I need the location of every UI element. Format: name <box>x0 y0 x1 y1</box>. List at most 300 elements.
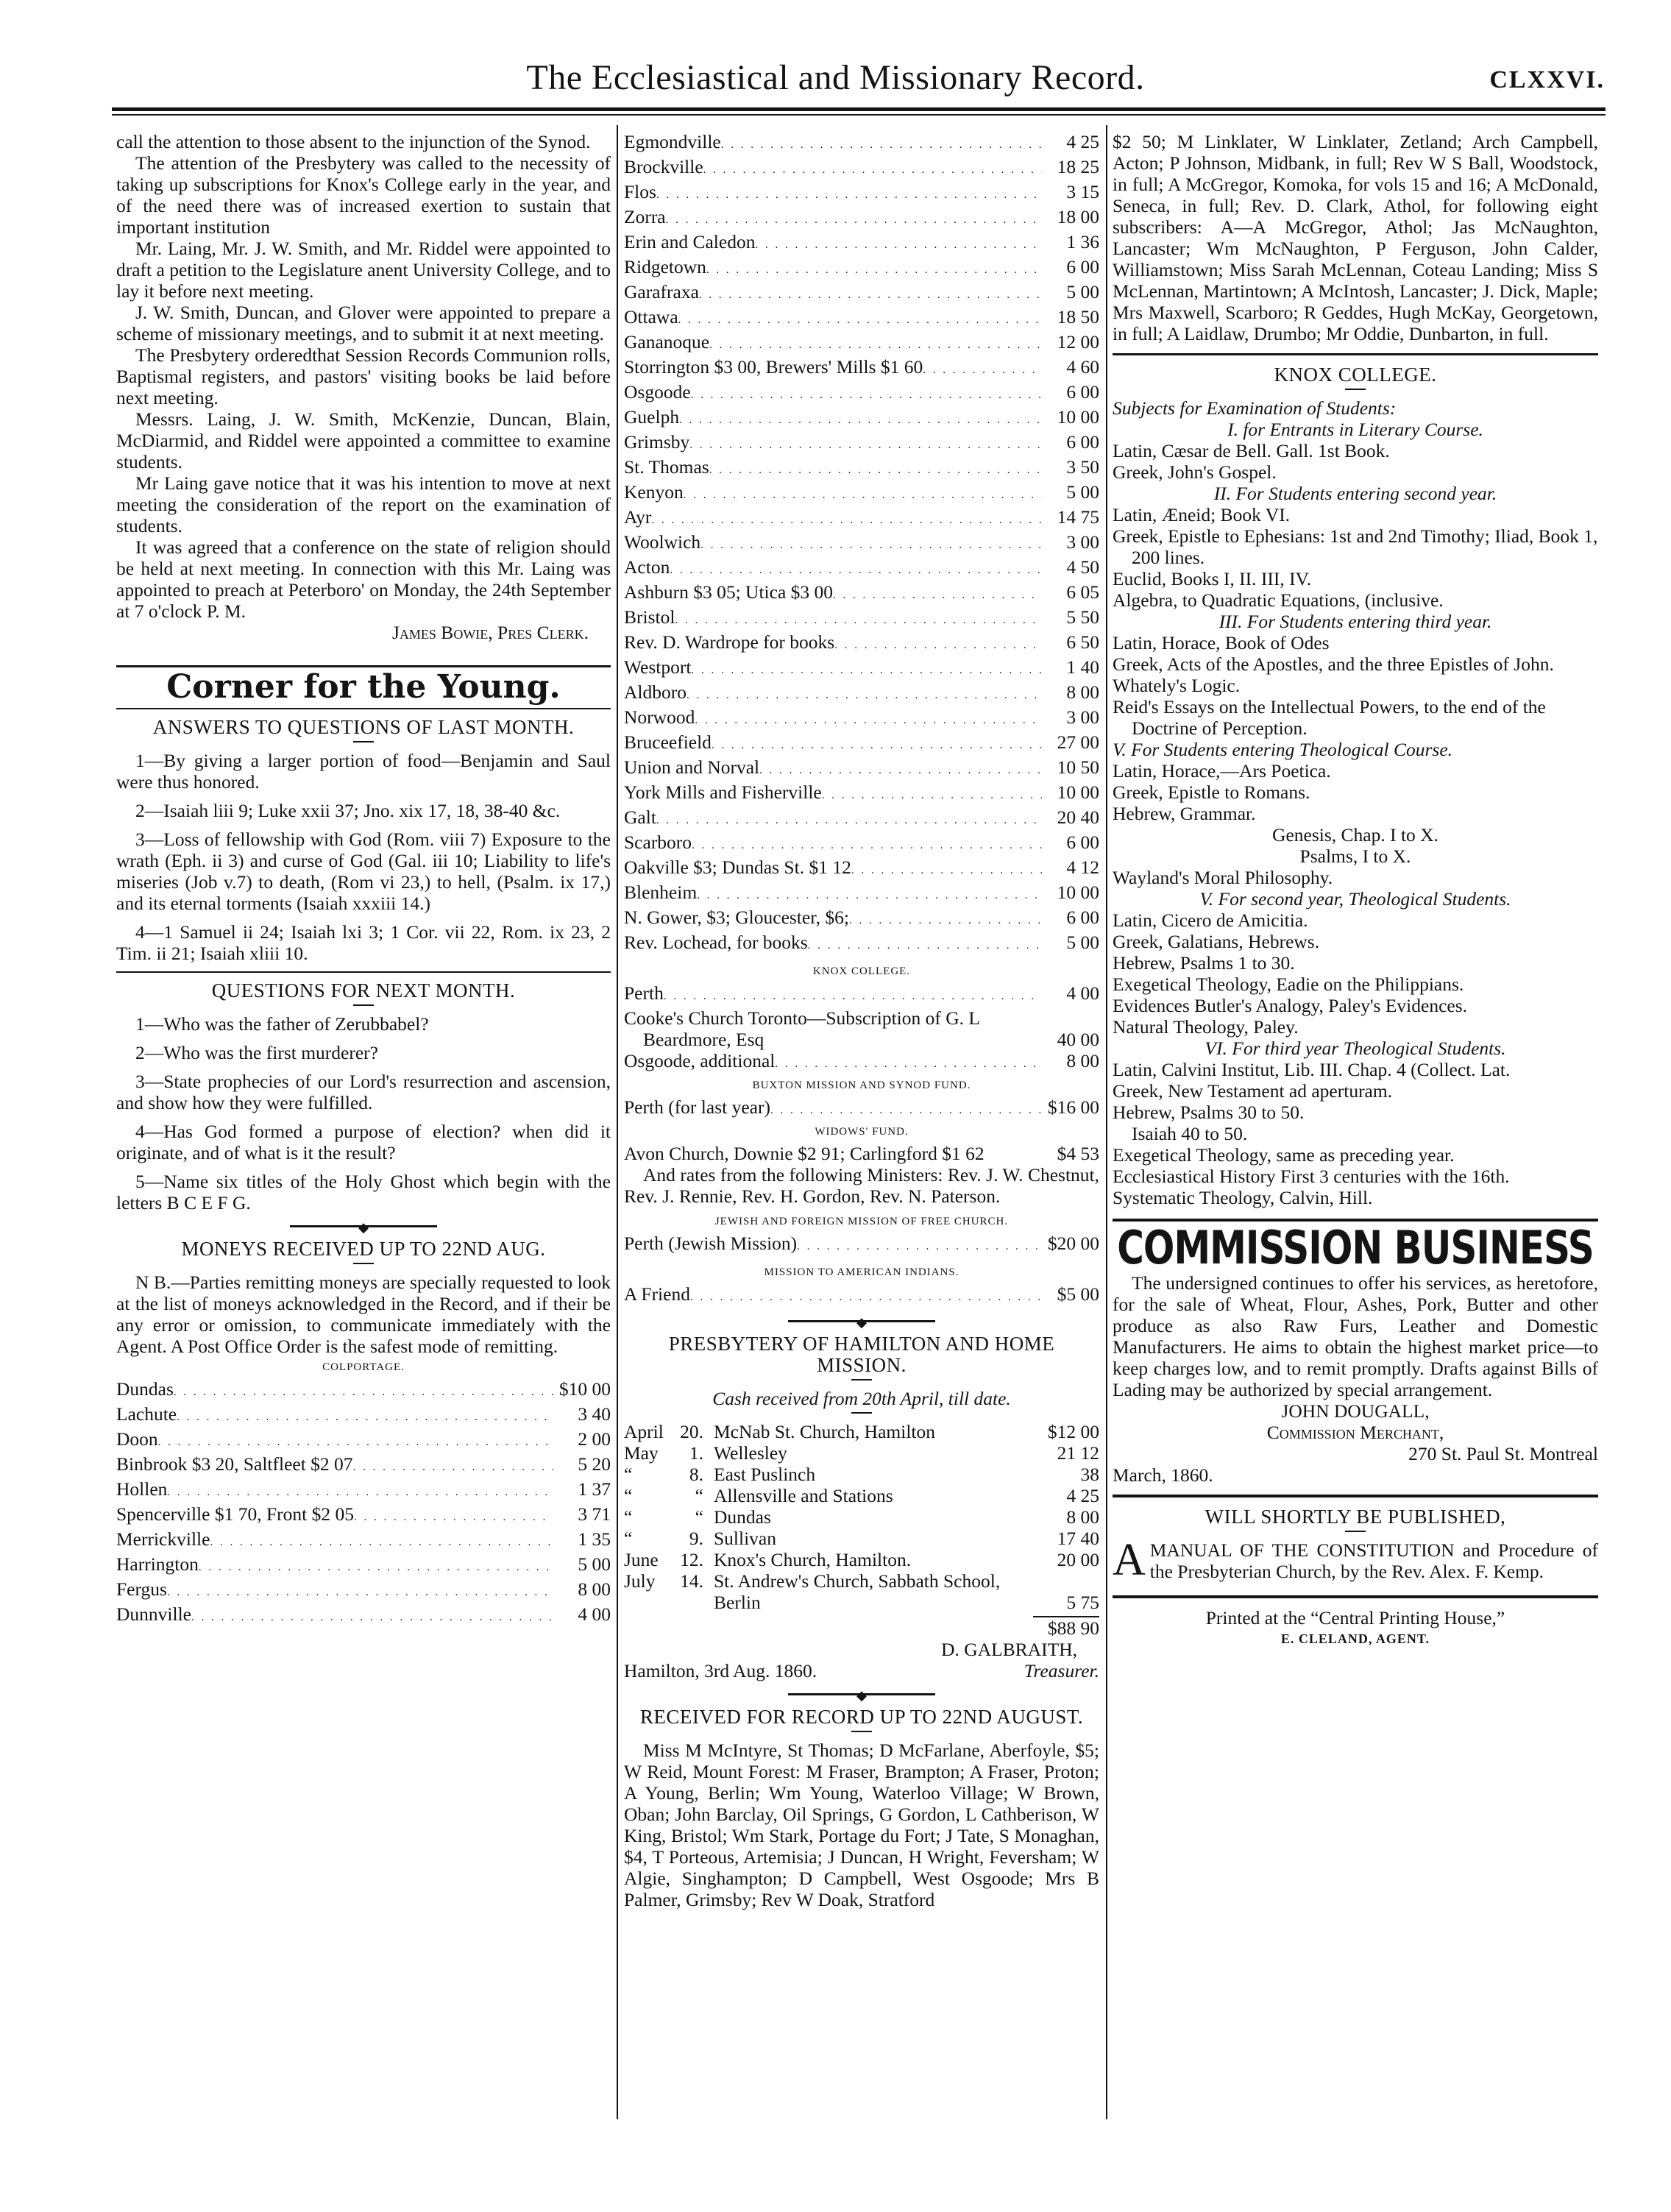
treasurer-place: Hamilton, 3rd Aug. 1860. <box>624 1660 817 1681</box>
donor-name: Zorra <box>624 206 666 227</box>
table-row <box>624 1570 1099 1613</box>
exam-section-title: I. for Entrants in Literary Course. <box>1227 419 1483 440</box>
hamilton-subheading: Cash received from 20th April, till date. <box>712 1388 1011 1409</box>
record-heading: RECEIVED FOR RECORD UP TO 22ND AUGUST. <box>639 1706 1084 1728</box>
donation-amount: 10 00 <box>1057 781 1099 803</box>
ornamental-separator <box>788 1313 935 1329</box>
moneys-note: N B.—Parties remitting moneys are specially requested to look at the list of moneys acknowledged in the Record, and if their be any error or omission, to communicate immediately with the Agent. A Post Office Order is the safest mode of remitting. <box>116 1272 611 1357</box>
moneys-heading: MONEYS RECEIVED UP TO 22ND AUG. <box>181 1238 546 1260</box>
row-month: “ <box>624 1506 633 1528</box>
donation-amount: 8 00 <box>1066 681 1099 703</box>
donation-amount: 6 50 <box>1066 631 1099 653</box>
money-row <box>624 681 1099 706</box>
subjects-title: Subjects for Examination of Students: <box>1113 397 1397 419</box>
donation-amount: 4 00 <box>578 1603 611 1625</box>
short-dash <box>353 1263 374 1264</box>
donation-amount: 1 36 <box>1066 231 1099 252</box>
row-amount: $12 00 <box>1047 1421 1099 1442</box>
donation-amount: 1 35 <box>578 1528 611 1550</box>
exam-section <box>1113 888 1598 1038</box>
donation-amount: 27 00 <box>1057 731 1099 753</box>
donor-name: Egmondville <box>624 131 721 152</box>
exam-subject: Genesis, Chap. I to X. <box>1272 824 1438 846</box>
donation-amount: 5 00 <box>578 1553 611 1575</box>
money-row <box>624 306 1099 331</box>
donation-amount: 10 50 <box>1057 756 1099 778</box>
exam-subject: Natural Theology, Paley. <box>1113 1016 1299 1038</box>
moneys-list <box>624 131 1099 957</box>
exam-subject: Greek, Acts of the Apostles, and the three Epistles of John. <box>1113 653 1554 675</box>
donor-name: Dunnville <box>116 1603 191 1625</box>
donation-amount: 4 25 <box>1066 131 1099 152</box>
money-row <box>624 581 1099 606</box>
exam-subject: Hebrew, Psalms 1 to 30. <box>1113 952 1295 974</box>
donor-name: Blenheim <box>624 882 698 903</box>
money-row <box>624 832 1099 857</box>
exam-subject: Algebra, to Quadratic Equations, (inclusive. <box>1113 589 1444 611</box>
money-row <box>624 882 1099 907</box>
row-amount: 4 25 <box>1066 1485 1099 1506</box>
donation-amount: 1 40 <box>1066 656 1099 678</box>
donor-name: Bruceefield <box>624 731 712 753</box>
donor-name: Fergus <box>116 1578 167 1600</box>
donor-name: Osgoode, additional <box>624 1050 776 1071</box>
donation-amount: 6 00 <box>1066 832 1099 853</box>
money-row <box>624 406 1099 431</box>
short-dash <box>353 741 374 742</box>
row-source: Sullivan <box>714 1528 777 1549</box>
question-item: 4—Has God formed a purpose of election? when did it originate, and of what is it the result? <box>116 1121 611 1163</box>
ornamental-separator <box>290 1218 437 1234</box>
column-divider-left <box>617 125 618 2119</box>
donation-amount: 12 00 <box>1057 331 1099 352</box>
row-source: Dundas <box>714 1506 771 1528</box>
exam-subject: Latin, Cicero de Amicitia. <box>1113 910 1308 931</box>
section-rule <box>116 708 611 709</box>
table-row <box>624 1464 1099 1485</box>
exam-subject: Psalms, I to X. <box>1299 846 1411 867</box>
exam-subject: Euclid, Books I, II. III, IV. <box>1113 568 1312 589</box>
donor-name: Galt <box>624 807 656 828</box>
donation-amount: 3 40 <box>578 1403 611 1425</box>
money-row <box>116 1453 611 1478</box>
donor-name: Scarboro <box>624 832 692 853</box>
donation-amount: 40 00 <box>1057 1029 1099 1050</box>
page-number: CLXXVI. <box>1489 66 1605 93</box>
donation-amount: 3 15 <box>1066 181 1099 202</box>
table-row <box>624 1506 1099 1528</box>
donor-name: Woolwich <box>624 531 701 553</box>
donation-amount: $20 00 <box>1047 1233 1099 1254</box>
exam-section <box>1113 419 1598 483</box>
indians-mission-label: MISSION TO AMERICAN INDIANS. <box>764 1266 959 1278</box>
section-rule <box>1113 1495 1598 1497</box>
minutes-paragraph: The attention of the Presbytery was called to the necessity of taking up subscriptions for Knox's College early in the year, and of the need there was of increased exertion to sustain that important institution <box>116 152 611 238</box>
money-row <box>116 1603 611 1628</box>
question-item: 5—Name six titles of the Holy Ghost which begin with the letters B C E F G. <box>116 1171 611 1213</box>
donor-name: A Friend <box>624 1283 690 1305</box>
donation-amount: 6 00 <box>1066 907 1099 928</box>
donor-name: Grimsby <box>624 431 690 453</box>
row-amount: 38 <box>1080 1464 1099 1485</box>
donor-name: Perth (Jewish Mission) <box>624 1233 798 1254</box>
minutes-paragraph: It was agreed that a conference on the state of religion should be held at next meeting. In connection with this Mr. Laing was appointed to preach at Peterboro' on Monday, the 24th September at 7 o'clock P. M. <box>116 536 611 622</box>
donation-amount: 5 00 <box>1066 932 1099 953</box>
money-row <box>624 807 1099 832</box>
money-row <box>624 1096 1099 1121</box>
donor-name: Binbrook $3 20, Saltfleet $2 07 <box>116 1453 353 1475</box>
donation-amount: 4 50 <box>1066 556 1099 578</box>
exam-subject: Latin, Horace,—Ars Poetica. <box>1113 760 1331 781</box>
jewish-mission-label: JEWISH AND FOREIGN MISSION OF FREE CHURCH. <box>714 1216 1009 1227</box>
money-row <box>624 606 1099 631</box>
money-row <box>624 1143 1099 1164</box>
donation-amount: 14 75 <box>1057 506 1099 528</box>
donation-amount: 5 50 <box>1066 606 1099 628</box>
donor-name: Norwood <box>624 706 695 728</box>
exam-section <box>1113 611 1598 739</box>
donor-name: Union and Norval <box>624 756 760 778</box>
donor-name: Lachute <box>116 1403 177 1425</box>
money-row <box>624 781 1099 807</box>
row-month: July <box>624 1570 656 1592</box>
exam-subject: Latin, Cæsar de Bell. Gall. 1st Book. <box>1113 440 1390 461</box>
section-rule <box>116 665 611 667</box>
header-rule-thin <box>112 114 1606 116</box>
commission-business-title: COMMISSION BUSINESS <box>1117 1221 1594 1275</box>
row-month: “ <box>624 1528 633 1549</box>
donor-name: Aldboro <box>624 681 687 703</box>
donor-name: Rev. Lochead, for books <box>624 932 808 953</box>
donor-name: Merrickville <box>116 1528 210 1550</box>
questions-heading: QUESTIONS FOR NEXT MONTH. <box>211 979 516 1002</box>
short-dash <box>851 1731 872 1732</box>
hamilton-total: $88 90 <box>1047 1617 1099 1639</box>
exam-subject: Evidences Butler's Analogy, Paley's Evidences. <box>1113 995 1468 1016</box>
donation-amount: 5 20 <box>578 1453 611 1475</box>
donor-name: Hollen <box>116 1478 168 1500</box>
donor-name: Perth <box>624 982 664 1004</box>
exam-subject: Isaiah 40 to 50. <box>1132 1123 1248 1144</box>
donation-amount: 4 00 <box>1066 982 1099 1004</box>
row-source: Knox's Church, Hamilton. <box>714 1549 912 1570</box>
donor-name: Ridgetown <box>624 256 706 277</box>
knox-college-heading: KNOX COLLEGE. <box>1274 364 1437 386</box>
donor-name: N. Gower, $3; Gloucester, $6; <box>624 907 850 928</box>
colportage-list <box>116 1378 611 1628</box>
money-row <box>624 731 1099 756</box>
donor-name: Ashburn $3 05; Utica $3 00 <box>624 581 834 603</box>
printed-line: Printed at the “Central Printing House,” <box>1205 1607 1505 1628</box>
row-month: “ <box>624 1464 633 1485</box>
row-day: 8. <box>689 1464 703 1485</box>
donor-name: St. Thomas <box>624 456 709 478</box>
donor-name: Guelph <box>624 406 680 428</box>
question-item: 3—State prophecies of our Lord's resurrection and ascension, and show how they were fulfilled. <box>116 1071 611 1113</box>
donation-amount: 4 60 <box>1066 356 1099 377</box>
row-source: Wellesley <box>714 1442 787 1464</box>
exam-subject: Exegetical Theology, Eadie on the Philippians. <box>1113 974 1464 995</box>
page-header-title: The Ecclesiastical and Missionary Record. <box>526 58 1145 97</box>
exam-section <box>1113 1038 1598 1208</box>
table-row <box>624 1528 1099 1549</box>
donation-amount: 10 00 <box>1057 406 1099 428</box>
money-row <box>624 857 1099 882</box>
exam-subject: Systematic Theology, Calvin, Hill. <box>1113 1187 1373 1208</box>
colportage-label: COLPORTAGE. <box>322 1361 405 1373</box>
clerk-signature: James Bowie, Pres Clerk. <box>392 622 589 643</box>
exam-subject: Ecclesiastical History First 3 centuries with the 16th. <box>1113 1166 1510 1187</box>
money-row <box>624 656 1099 681</box>
money-row <box>624 506 1099 531</box>
row-amount: 21 12 <box>1057 1442 1099 1464</box>
exam-subject: Greek, John's Gospel. <box>1113 461 1277 483</box>
money-row <box>624 1283 1099 1308</box>
donation-amount: 18 25 <box>1057 156 1099 177</box>
money-row <box>624 932 1099 957</box>
donor-name: Rev. D. Wardrope for books <box>624 631 835 653</box>
money-row <box>116 1478 611 1503</box>
header-rule-thick <box>112 107 1606 111</box>
exam-section-title: III. For Students entering third year. <box>1218 611 1492 632</box>
ministers-rates: And rates from the following Ministers: Rev. J. W. Chestnut, Rev. J. Rennie, Rev. H. Gordon, Rev. N. Paterson. <box>624 1164 1099 1207</box>
section-rule <box>116 971 611 973</box>
donor-name: Flos <box>624 181 656 202</box>
commission-text: The undersigned continues to offer his services, as heretofore, for the sale of Wheat, Flour, Ashes, Pork, Butter and other produce as also Raw Furs, Leather and Domestic Manufacturers. He aims to obtain the highest market price—to keep charges low, and to remit promptly. Drafts against Bills of Lading may be authorized by special arrangement. <box>1113 1272 1598 1400</box>
table-row <box>624 1442 1099 1464</box>
donor-name: Garafraxa <box>624 281 699 302</box>
section-rule <box>1113 1595 1598 1598</box>
answer-item: 4—1 Samuel ii 24; Isaiah lxi 3; 1 Cor. vii 22, Rom. ix 23, 2 Tim. ii 21; Isaiah xliii 10. <box>116 921 611 964</box>
donor-name: Storrington $3 00, Brewers' Mills $1 60 <box>624 356 923 377</box>
exam-subject: Exegetical Theology, same as preceding year. <box>1113 1144 1455 1166</box>
money-row <box>624 256 1099 281</box>
exam-subject: Hebrew, Psalms 30 to 50. <box>1113 1102 1305 1123</box>
money-row <box>624 756 1099 781</box>
agent-line: E. CLELAND, AGENT. <box>1280 1631 1430 1646</box>
donor-name: Kenyon <box>624 481 684 503</box>
money-row <box>624 431 1099 456</box>
donation-amount: 3 50 <box>1066 456 1099 478</box>
treasurer-line <box>624 1660 1099 1681</box>
donation-amount: 2 00 <box>578 1428 611 1450</box>
donor-name: Ottawa <box>624 306 678 327</box>
money-row <box>624 131 1099 156</box>
section-rule <box>1113 353 1598 355</box>
money-row <box>624 456 1099 481</box>
row-month: May <box>624 1442 659 1464</box>
minutes-paragraph: Messrs. Laing, J. W. Smith, McKenzie, Duncan, Blain, McDiarmid, and Riddel were appointed a committee to examine students. <box>116 408 611 472</box>
donor-name: Doon <box>116 1428 158 1450</box>
presbytery-minutes <box>116 131 611 622</box>
money-row <box>116 1553 611 1578</box>
minutes-paragraph: call the attention to those absent to the injunction of the Synod. <box>116 131 591 152</box>
donation-amount: 10 00 <box>1057 882 1099 903</box>
exam-subject: Greek, Epistle to Ephesians: 1st and 2nd Timothy; Iliad, Book 1, 200 lines. <box>1113 525 1598 568</box>
exam-section-title: V. For Students entering Theological Course. <box>1113 739 1453 760</box>
donor-name: Oakville $3; Dundas St. $1 12 <box>624 857 851 878</box>
donation-amount: 8 00 <box>578 1578 611 1600</box>
donation-amount: 1 37 <box>578 1478 611 1500</box>
donation-amount: $5 00 <box>1057 1283 1099 1305</box>
money-row <box>624 331 1099 356</box>
exam-subject: Reid's Essays on the Intellectual Powers, to the end of the Doctrine of Perception. <box>1113 696 1546 739</box>
question-item: 2—Who was the first murderer? <box>135 1042 378 1063</box>
money-row <box>624 631 1099 656</box>
answer-item: 1—By giving a larger portion of food—Benjamin and Saul were thus honored. <box>116 750 611 793</box>
donor-name: Dundas <box>116 1378 174 1400</box>
exam-subject: Hebrew, Grammar. <box>1113 803 1256 824</box>
short-dash <box>851 1379 872 1380</box>
table-row <box>624 1485 1099 1506</box>
exam-section-title: V. For second year, Theological Students. <box>1199 888 1511 910</box>
record-subscribers: Miss M McIntyre, St Thomas; D McFarlane, Aberfoyle, $5; W Reid, Mount Forest: M Fraser, Brampton; A Fraser, Proton; A Young, Berlin; Wm Young, Waterloo Village; W Brown, Oban; John Barclay, Oil Springs, G Gordon, L Cathberison, W King, Bristol; Wm Stark, Portage du Fort; J Tate, S Monaghan, $4, T Porteous, Artemisia; J Duncan, H Wright, Feversham; W Algie, Singhampton; D Campbell, West Osgoode; Mrs B Palmer, Grimsby; Rev W Doak, Stratford <box>624 1740 1099 1910</box>
money-row <box>624 1233 1099 1258</box>
donation-amount: 18 50 <box>1057 306 1099 327</box>
money-row <box>624 1007 1099 1050</box>
exam-section <box>1113 739 1598 888</box>
donor-name: Perth (for last year) <box>624 1096 770 1118</box>
money-row <box>116 1578 611 1603</box>
donor-name: Harrington <box>116 1553 199 1575</box>
row-day: 1. <box>689 1442 703 1464</box>
row-day: 9. <box>689 1528 703 1549</box>
answer-item: 3—Loss of fellowship with God (Rom. viii 7) Exposure to the wrath (Eph. ii 3) and curse of God (Gal. iii 10; Liability to life's miseries (Job v.7) to death, (Rom vi 23,) to hell, (Psalm. ix 17,) and its eternal torments (Isaiah xxxiii 14.) <box>116 829 611 914</box>
money-row <box>116 1503 611 1528</box>
published-notice <box>1113 1535 1598 1585</box>
money-row <box>624 231 1099 256</box>
row-source: East Puslinch <box>714 1464 816 1485</box>
exam-subject: Latin, Horace, Book of Odes <box>1113 632 1330 653</box>
donation-amount: 5 00 <box>1066 481 1099 503</box>
treasurer-name: D. GALBRAITH, <box>941 1639 1077 1660</box>
donation-amount: 5 00 <box>1066 281 1099 302</box>
donation-amount: 6 00 <box>1066 256 1099 277</box>
money-row <box>624 381 1099 406</box>
donor-name: Erin and Caledon <box>624 231 756 252</box>
row-day: 20. <box>680 1421 703 1442</box>
question-item: 1—Who was the father of Zerubbabel? <box>135 1013 429 1035</box>
exam-section-title: II. For Students entering second year. <box>1213 483 1497 504</box>
exam-section <box>1113 483 1598 611</box>
ornamental-separator <box>788 1686 935 1702</box>
minutes-paragraph: Mr Laing gave notice that it was his intention to move at next meeting the consideration of the report on the examination of students. <box>116 472 611 536</box>
donor-name: Westport <box>624 656 692 678</box>
widows-fund-label: WIDOWS' FUND. <box>815 1126 909 1138</box>
exam-section-title: VI. For third year Theological Students. <box>1205 1038 1506 1059</box>
row-month: June <box>624 1549 659 1570</box>
exam-subject: Latin, Æneid; Book VI. <box>1113 504 1291 525</box>
corner-for-young-title: Corner for the Young. <box>166 668 561 706</box>
treasurer-title: Treasurer. <box>1023 1660 1099 1681</box>
donor-name: Ayr <box>624 506 652 528</box>
donation-amount: 6 05 <box>1066 581 1099 603</box>
donation-amount: 6 00 <box>1066 431 1099 453</box>
row-day: “ <box>695 1485 703 1506</box>
answer-item: 2—Isaiah liii 9; Luke xxii 37; Jno. xix 17, 18, 38-40 &c. <box>135 800 561 821</box>
donor-name: York Mills and Fisherville <box>624 781 822 803</box>
hamilton-table <box>624 1421 1099 1639</box>
donor-name: Acton <box>624 556 670 578</box>
money-row <box>624 156 1099 181</box>
donation-amount: $4 53 <box>1057 1143 1099 1164</box>
donor-name: Brockville <box>624 156 703 177</box>
row-amount: 17 40 <box>1057 1528 1099 1549</box>
short-dash <box>1345 1531 1366 1532</box>
exam-subject: Greek, Galatians, Hebrews. <box>1113 931 1320 952</box>
exam-subject: Greek, Epistle to Romans. <box>1113 781 1310 803</box>
column-3 <box>1113 131 1598 1650</box>
donor-name: Avon Church, Downie $2 91; Carlingford $1 62 <box>624 1143 984 1164</box>
row-amount: 5 75 <box>1066 1592 1099 1613</box>
donation-amount: $10 00 <box>558 1378 611 1400</box>
donation-amount: 3 71 <box>578 1503 611 1525</box>
commission-address: 270 St. Paul St. Montreal <box>1408 1443 1598 1464</box>
donation-amount: 4 12 <box>1066 857 1099 878</box>
row-day: 12. <box>680 1549 703 1570</box>
row-day: 14. <box>680 1570 703 1592</box>
donor-name: Spencerville $1 70, Front $2 05 <box>116 1503 354 1525</box>
table-row <box>624 1549 1099 1570</box>
short-dash <box>851 1412 872 1414</box>
exam-subject: Greek, New Testament ad aperturam. <box>1113 1080 1393 1102</box>
row-source: Allensville and Stations <box>714 1485 893 1506</box>
column-1 <box>116 131 611 1628</box>
money-row <box>116 1528 611 1553</box>
record-subscribers-continued: $2 50; M Linklater, W Linklater, Zetland; Arch Campbell, Acton; P Johnson, Midbank, in full; Rev W S Ball, Woodstock, in full; A McGregor, Komoka, for vols 15 and 16; A McDonald, Seneca, in full; Rev. D. Clark, Athol, for following eight subscribers: A—A McGregor, Athol; Jas McNaughton, Lancaster; Wm McNaughton, P Ferguson, John Calder, Williamstown; Miss Sarah McLennan, Coteau Landing; Miss S McLennan, Martintown; A McIntosh, Lancaster; J. Dick, Maple; Mrs Maxwell, Scarboro; R Geddes, Hugh McKay, Georgetown, in full; A Laidlaw, Drumbo; Mr Oddie, Dunbarton, in full. <box>1113 131 1598 344</box>
money-row <box>624 206 1099 231</box>
money-row <box>624 481 1099 506</box>
row-month: “ <box>624 1485 633 1506</box>
money-row <box>624 181 1099 206</box>
money-row <box>116 1403 611 1428</box>
knox-college-fund-label: KNOX COLLEGE. <box>812 965 911 977</box>
money-row <box>116 1378 611 1403</box>
answers-heading: ANSWERS TO QUESTIONS OF LAST MONTH. <box>152 716 575 738</box>
minutes-paragraph: Mr. Laing, Mr. J. W. Smith, and Mr. Riddel were appointed to draft a petition to the Legislature anent University College, and to lay it before next meeting. <box>116 238 611 302</box>
row-source: McNab St. Church, Hamilton <box>714 1421 936 1442</box>
minutes-paragraph: J. W. Smith, Duncan, and Glover were appointed to prepare a scheme of missionary meetings, and to submit it at next meeting. <box>116 302 611 344</box>
column-divider-right <box>1106 125 1107 2119</box>
column-2 <box>624 131 1099 1910</box>
published-text: MANUAL OF THE CONSTITUTION and Procedure of the Presbyterian Church, by the Rev. Alex. F. Kemp. <box>1149 1539 1598 1582</box>
short-dash <box>1345 389 1366 390</box>
money-row <box>624 1050 1099 1075</box>
money-row <box>624 706 1099 731</box>
donation-amount: $16 00 <box>1047 1096 1099 1118</box>
donation-amount: 3 00 <box>1066 531 1099 553</box>
row-day: “ <box>695 1506 703 1528</box>
money-row <box>624 281 1099 306</box>
money-row <box>624 982 1099 1007</box>
money-row <box>624 356 1099 381</box>
short-dash <box>353 1004 374 1006</box>
published-heading: WILL SHORTLY BE PUBLISHED, <box>1205 1506 1506 1528</box>
money-row <box>116 1428 611 1453</box>
exam-subject: Latin, Calvini Institut, Lib. III. Chap. 4 (Collect. Lat. <box>1113 1059 1511 1080</box>
donation-amount: 3 00 <box>1066 706 1099 728</box>
donor-name: Cooke's Church Toronto—Subscription of G. L Beardmore, Esq <box>624 1007 980 1050</box>
table-row <box>624 1421 1099 1442</box>
commission-name: JOHN DOUGALL, <box>1281 1400 1430 1422</box>
buxton-fund-label: BUXTON MISSION AND SYNOD FUND. <box>752 1080 971 1091</box>
donation-amount: 6 00 <box>1066 381 1099 403</box>
hamilton-heading: PRESBYTERY OF HAMILTON AND HOME MISSION. <box>668 1333 1055 1376</box>
row-month: April <box>624 1421 664 1442</box>
donation-amount: 20 40 <box>1057 807 1099 828</box>
commission-role: Commission Merchant, <box>1266 1422 1444 1443</box>
exam-subject: Whately's Logic. <box>1113 675 1241 696</box>
